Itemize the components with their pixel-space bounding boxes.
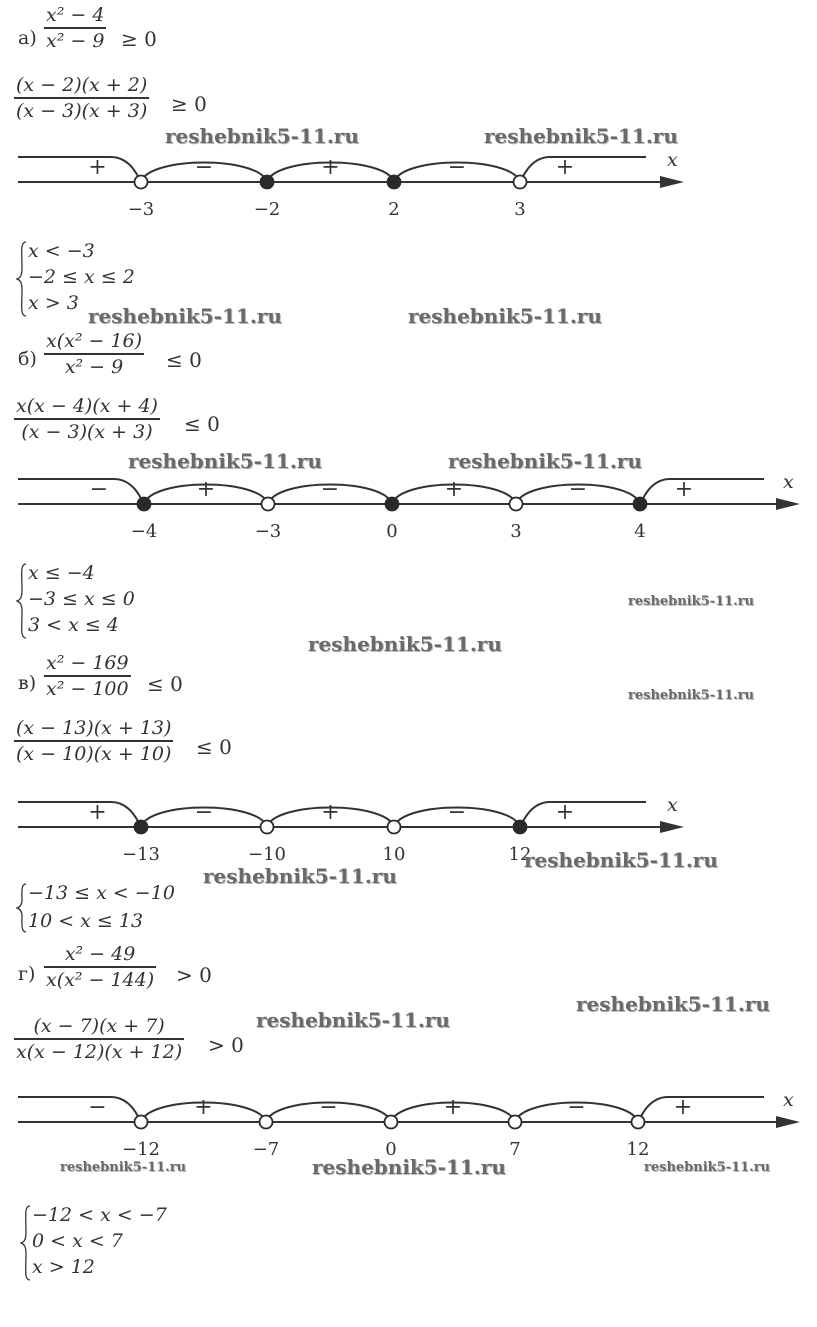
problem-d-open-point — [509, 1116, 522, 1129]
problem-a-factored-numerator: (x − 2)(x + 2) — [16, 74, 148, 96]
problem-c-sign: − — [194, 800, 214, 825]
problem-d-label: г) — [18, 963, 36, 985]
problem-c-given-numerator: x² − 169 — [46, 652, 129, 674]
problem-a-filled-point — [261, 176, 274, 189]
problem-b-sign: − — [89, 477, 109, 502]
problem-b-filled-point — [386, 498, 399, 511]
watermark: reshebnik5-11.ru — [312, 1155, 506, 1179]
problem-d-sign: + — [443, 1095, 463, 1120]
problem-d-sign: − — [319, 1095, 338, 1120]
problem-a-given-numerator: x² − 4 — [46, 4, 105, 26]
problem-a-sign: + — [555, 155, 575, 180]
problem-b-sign-arc — [640, 479, 764, 504]
problem-d-point-label: −7 — [252, 1139, 280, 1160]
problem-c-factored-denominator: (x − 10)(x + 10) — [16, 742, 172, 765]
problem-b-filled-point — [138, 498, 151, 511]
watermark: reshebnik5-11.ru — [576, 992, 770, 1016]
problem-b-system-line: x ≤ −4 — [28, 562, 95, 584]
problem-a-point-label: 3 — [514, 199, 526, 220]
problem-c-axis-var: x — [667, 794, 678, 816]
problem-c-point-label: 12 — [508, 844, 532, 865]
problem-d-sign-arc — [18, 1097, 141, 1122]
problem-d-brace-icon — [20, 1204, 32, 1282]
problem-b-point-label: 0 — [386, 521, 398, 542]
problem-c-label: в) — [18, 672, 37, 694]
problem-b-brace-icon — [16, 562, 28, 640]
problem-d-open-point — [135, 1116, 148, 1129]
problem-b-axis-var: x — [783, 471, 794, 493]
problem-c-factored-numerator: (x − 13)(x + 13) — [16, 717, 172, 739]
problem-d-point-label: 7 — [509, 1139, 521, 1160]
problem-d-sign: + — [673, 1095, 693, 1120]
problem-d-system-line: −12 < x < −7 — [32, 1204, 167, 1226]
problem-a-factored-relation: ≥ 0 — [171, 92, 207, 116]
problem-a-factored-denominator: (x − 3)(x + 3) — [16, 99, 148, 122]
problem-c-brace-icon — [16, 882, 28, 934]
watermark: reshebnik5-11.ru — [408, 304, 602, 328]
problem-a-brace-icon — [16, 240, 28, 318]
watermark: reshebnik5-11.ru — [60, 1160, 187, 1175]
watermark: reshebnik5-11.ru — [128, 449, 322, 473]
watermark: reshebnik5-11.ru — [256, 1008, 450, 1032]
problem-b-axis-arrow-icon — [776, 498, 800, 510]
problem-d-point-label: −12 — [122, 1139, 160, 1160]
problem-b-label: б) — [18, 348, 37, 370]
watermark: reshebnik5-11.ru — [448, 449, 642, 473]
problem-c-open-point — [261, 821, 274, 834]
problem-b-point-label: 3 — [510, 521, 522, 542]
problem-d-open-point — [632, 1116, 645, 1129]
problem-c-factored-relation: ≤ 0 — [196, 735, 232, 759]
problem-c-sign-arc — [18, 802, 141, 827]
problem-d-factored-fraction — [14, 1014, 184, 1064]
problem-d-given-fraction — [44, 942, 156, 992]
problem-c-sign: + — [321, 800, 340, 825]
problem-a-open-point — [514, 176, 527, 189]
problem-c-factored-fraction — [14, 716, 173, 766]
problem-a-given-denominator: x² − 9 — [46, 29, 105, 52]
problem-c-sign: + — [555, 800, 575, 825]
problem-c-sign-arc — [520, 802, 646, 827]
problem-b-given-numerator: x(x² − 16) — [46, 330, 143, 352]
problem-b-sign: + — [444, 477, 464, 502]
problem-b-factored-relation: ≤ 0 — [184, 412, 220, 436]
problem-b-sign: + — [196, 477, 216, 502]
problem-d-open-point — [260, 1116, 273, 1129]
watermark: reshebnik5-11.ru — [308, 632, 502, 656]
problem-b-filled-point — [634, 498, 647, 511]
problem-a-point-label: 2 — [388, 199, 400, 220]
problem-a-factored-fraction — [14, 73, 149, 123]
watermark: reshebnik5-11.ru — [628, 688, 755, 703]
watermark: reshebnik5-11.ru — [484, 124, 678, 148]
problem-d-number-line — [0, 1080, 817, 1160]
problem-d-factored-denominator: x(x − 12)(x + 12) — [16, 1040, 183, 1063]
watermark: reshebnik5-11.ru — [88, 304, 282, 328]
problem-c-point-label: −13 — [122, 844, 160, 865]
problem-c-system-line: 10 < x ≤ 13 — [28, 910, 144, 932]
problem-d-axis-arrow-icon — [776, 1116, 800, 1128]
problem-c-filled-point — [135, 821, 148, 834]
problem-a-given-relation: ≥ 0 — [121, 27, 157, 51]
problem-c-sign: − — [447, 800, 467, 825]
problem-b-number-line — [0, 462, 817, 552]
problem-d-system-line: x > 12 — [32, 1256, 95, 1278]
problem-b-factored-numerator: x(x − 4)(x + 4) — [16, 395, 158, 417]
problem-d-axis-var: x — [783, 1089, 794, 1111]
problem-a-sign-arc — [18, 157, 141, 182]
problem-a-axis-var: x — [667, 149, 678, 171]
problem-b-given-denominator: x² − 9 — [64, 355, 124, 378]
watermark: reshebnik5-11.ru — [628, 594, 755, 609]
problem-c-given-fraction — [44, 651, 131, 701]
problem-c-system-line: −13 ≤ x < −10 — [28, 882, 175, 904]
problem-d-given-denominator: x(x² − 144) — [46, 968, 155, 991]
problem-d-factored-numerator: (x − 7)(x + 7) — [33, 1015, 165, 1037]
problem-c-given-denominator: x² − 100 — [46, 677, 129, 700]
watermark: reshebnik5-11.ru — [165, 124, 359, 148]
problem-d-open-point — [385, 1116, 398, 1129]
problem-a-label: а) — [18, 27, 37, 49]
problem-a-system-line: x < −3 — [28, 240, 95, 262]
problem-c-open-point — [388, 821, 401, 834]
problem-b-factored-denominator: (x − 3)(x + 3) — [21, 420, 153, 443]
problem-a-sign: − — [194, 155, 214, 180]
problem-c-filled-point — [514, 821, 527, 834]
problem-d-sign: − — [567, 1095, 586, 1120]
problem-d-given-numerator: x² − 49 — [64, 943, 136, 965]
problem-c-sign: + — [88, 800, 107, 825]
problem-a-system-line: x > 3 — [28, 292, 79, 314]
problem-b-point-label: 4 — [634, 521, 646, 542]
problem-d-sign: − — [88, 1095, 107, 1120]
problem-d-system-line: 0 < x < 7 — [32, 1230, 123, 1252]
problem-a-sign: + — [88, 155, 107, 180]
problem-b-system-line: −3 ≤ x ≤ 0 — [28, 588, 135, 610]
problem-b-point-label: −3 — [254, 521, 282, 542]
problem-a-given-fraction — [44, 3, 106, 53]
problem-b-given-relation: ≤ 0 — [166, 348, 202, 372]
problem-d-sign-arc — [638, 1097, 764, 1122]
problem-a-filled-point — [388, 176, 401, 189]
problem-c-point-label: −10 — [248, 844, 286, 865]
problem-a-axis-arrow-icon — [660, 176, 684, 188]
problem-a-point-label: −3 — [127, 199, 155, 220]
problem-b-point-label: −4 — [130, 521, 158, 542]
problem-b-open-point — [262, 498, 275, 511]
watermark: reshebnik5-11.ru — [644, 1160, 771, 1175]
problem-c-axis-arrow-icon — [660, 821, 684, 833]
problem-d-point-label: 12 — [626, 1139, 650, 1160]
problem-a-sign: − — [447, 155, 467, 180]
problem-d-point-label: 0 — [385, 1139, 397, 1160]
problem-b-system-line: 3 < x ≤ 4 — [28, 614, 119, 636]
problem-a-system-line: −2 ≤ x ≤ 2 — [28, 266, 135, 288]
problem-b-factored-fraction — [14, 394, 160, 444]
problem-c-point-label: 10 — [382, 844, 406, 865]
problem-b-sign: − — [320, 477, 340, 502]
problem-a-number-line — [0, 140, 817, 230]
watermark: reshebnik5-11.ru — [203, 864, 397, 888]
problem-d-factored-relation: > 0 — [208, 1033, 244, 1057]
watermark: reshebnik5-11.ru — [524, 848, 718, 872]
problem-b-open-point — [510, 498, 523, 511]
problem-a-sign-arc — [520, 157, 646, 182]
problem-d-sign: + — [194, 1095, 213, 1120]
problem-b-given-fraction — [44, 329, 144, 379]
problem-b-sign: − — [568, 477, 588, 502]
problem-c-given-relation: ≤ 0 — [147, 672, 183, 696]
problem-d-given-relation: > 0 — [176, 963, 212, 987]
problem-b-sign: + — [674, 477, 694, 502]
problem-b-sign-arc — [18, 479, 144, 504]
problem-a-sign: + — [321, 155, 340, 180]
problem-a-open-point — [135, 176, 148, 189]
problem-a-point-label: −2 — [253, 199, 281, 220]
